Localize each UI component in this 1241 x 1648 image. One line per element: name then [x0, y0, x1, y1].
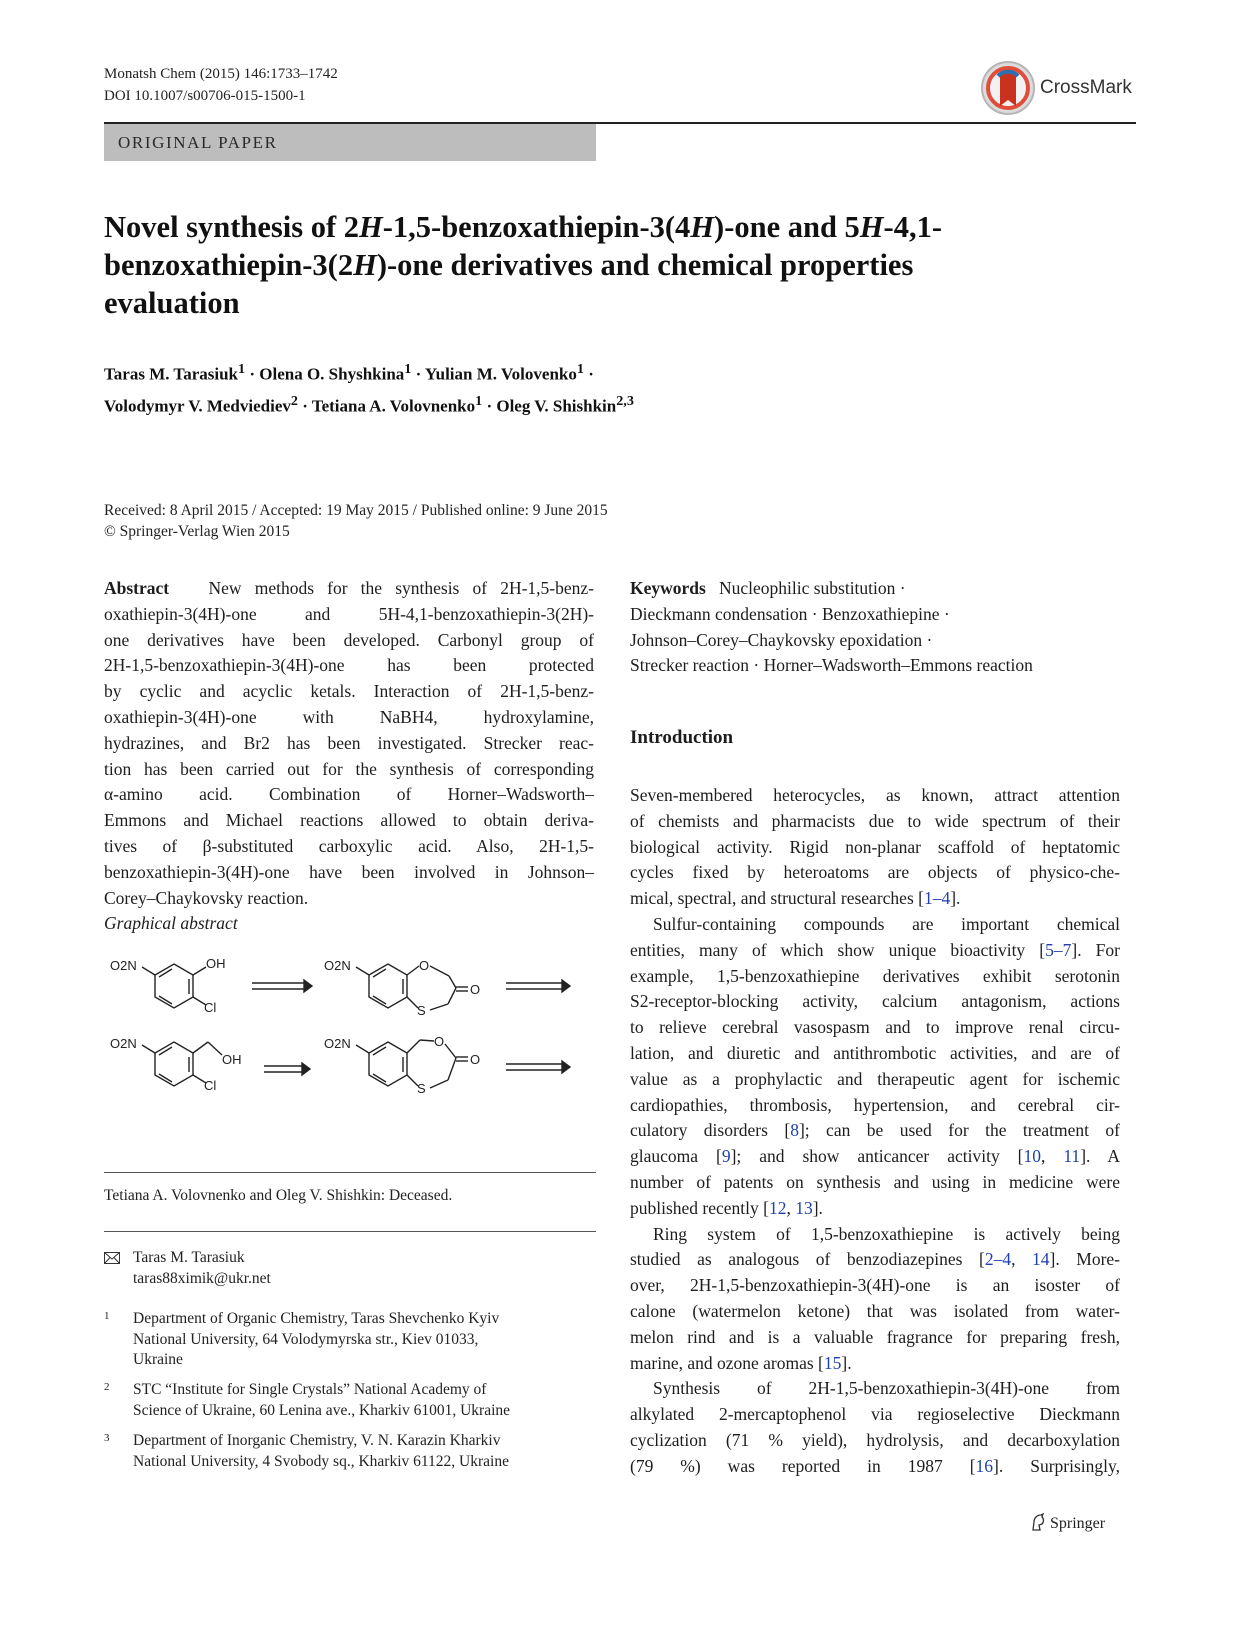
affiliation-3: 3 Department of Inorganic Chemistry, V. N. Karazin Kharkiv National University, 4 Svobody sq., Kharkiv 61122, Ukraine [104, 1432, 509, 1470]
author-name[interactable]: Tetiana A. Volovnenko [311, 396, 476, 416]
corresponding-email[interactable]: taras88ximik@ukr.net [133, 1269, 271, 1287]
chloro-label: Cl [204, 1000, 217, 1015]
citation-link[interactable]: 12 [768, 1197, 787, 1218]
citation-link[interactable]: 13 [795, 1197, 813, 1218]
deceased-note: Tetiana A. Volovnenko and Oleg V. Shishkin: Deceased. [104, 1187, 453, 1204]
affiliation-2: 2 STC “Institute for Single Crystals” National Academy of Science of Ukraine, 60 Lenina ave., Kharkiv 61001, Ukraine [104, 1381, 511, 1419]
springer-horse-icon [1030, 1513, 1046, 1531]
author-name[interactable]: Oleg V. Shishkin [496, 396, 617, 416]
footnote-divider [104, 1231, 596, 1232]
citation-link[interactable]: 9 [721, 1146, 731, 1167]
author-name[interactable]: Olena O. Shyshkina [259, 364, 405, 384]
corresponding-name: Taras M. Tarasiuk [133, 1249, 245, 1266]
author-list: Taras M. Tarasiuk$^1$ · Olena O. Shyshkina$^1$ · Yulian M. Volovenko$^1$ · Volodymyr V. Medviediev$^2$ · Tetiana A. Volovnenko$^1$ · Oleg V. Shishkin$^{2,3}$ [104, 361, 634, 416]
intro-paragraph-4: Synthesis of 2H-1,5-benzoxathiepin-3(4H)-one from alkylated 2-mercaptophenol via regioselective Dieckmann cyclization (71 % yield), hydrolysis, and decarboxylation (79 %) was reported in 1987 [16]. Surprisingly, [630, 1378, 1120, 1476]
abstract-column [104, 576, 594, 937]
citation-link[interactable]: 14 [1032, 1249, 1050, 1270]
intro-paragraph-1: Seven-membered heterocycles, as known, attract attention of chemists and pharmacists due to wide spectrum of their biological activity. Rigid non-planar scaffold of heptatomic cycles fixed by heteroatoms are objects of physico-che- mical, spectral, and structural researches [1–4]. [630, 784, 1120, 909]
keywords: Keywords Nucleophilic substitution · Dieckmann condensation · Benzoxathiepine · Johnson–Corey–Chaykovsky epoxidation · Strecker reaction · Horner–Wadsworth–Emmons reaction [630, 578, 1033, 676]
nitro-group-label: O2N [110, 958, 137, 973]
ring-oxygen-label: O [434, 1034, 445, 1049]
chloro-label: Cl [204, 1078, 217, 1093]
crossmark-label: CrossMark [1040, 77, 1132, 98]
publication-dates [104, 500, 804, 542]
intro-paragraph-2: Sulfur-containing compounds are important chemical entities, many of which show unique bioactivity [5–7]. For example, 1,5-benzoxathiepine derivatives exhibit serotonin S2-receptor-blocking activity, calcium antagonism, actions to relieve cerebral vasospasm and to improve renal circu- lation, and diuretic and antithrombotic activities, and are of value as a prophylactic and therapeutic agent for ischemic cardiopathies, thrombosis, hypertension, and cerebral cir- culatory disorders [8]; can be used for the treatment of glaucoma [9]; and show anticancer activity [10, 11]. A number of patents on synthesis and using in medicine were published recently [12, 13]. [630, 913, 1121, 1218]
journal-citation: Monatsh Chem (2015) 146:1733–1742 [104, 66, 338, 82]
publisher-name: Springer [1050, 1515, 1106, 1532]
publisher-footer [1030, 1513, 1105, 1533]
corresponding-author [104, 1248, 596, 1289]
copyright-line: © Springer-Verlag Wien 2015 [104, 523, 290, 540]
nitro-group-label: O2N [324, 1036, 351, 1051]
author-name[interactable]: Taras M. Tarasiuk [104, 364, 238, 384]
keywords-heading: Keywords [630, 578, 706, 598]
section-label: ORIGINAL PAPER [118, 133, 278, 152]
nitro-group-label: O2N [110, 1036, 137, 1051]
graphical-abstract-label: Graphical abstract [104, 913, 238, 934]
ring-sulfur-label: S [417, 1003, 426, 1018]
paper-title: Novel synthesis of 2H-1,5-benzoxathiepin-3(4H)-one and 5H-4,1- benzoxathiepin-3(2H)-one derivatives and chemical properties evaluation [104, 210, 942, 320]
ring-sulfur-label: S [417, 1081, 426, 1096]
author-name[interactable]: Volodymyr V. Medviediev [104, 396, 291, 416]
crossmark-badge[interactable] [980, 60, 1130, 116]
graphical-abstract-scheme [104, 956, 596, 1134]
abstract-heading: Abstract [104, 578, 170, 598]
carbonyl-oxygen-label: O [470, 1052, 481, 1067]
ring-oxygen-label: O [419, 958, 430, 973]
history-line: Received: 8 April 2015 / Accepted: 19 May 2015 / Published online: 9 June 2015 [104, 502, 608, 519]
right-column [630, 576, 1120, 1480]
doi[interactable]: DOI 10.1007/s00706-015-1500-1 [104, 88, 306, 104]
citation-link[interactable]: 11 [1063, 1146, 1081, 1167]
citation-link[interactable]: 15 [823, 1352, 842, 1373]
hydroxyl-label: OH [206, 956, 226, 971]
nitro-group-label: O2N [324, 958, 351, 973]
citation-link[interactable]: 2–4 [984, 1249, 1012, 1270]
abstract: Abstract New methods for the synthesis of 2H-1,5-benz- oxathiepin-3(4H)-one and 5H-4,1-benzoxathiepin-3(2H)- one derivatives have been developed. Carbonyl group of 2H-1,5-benzoxathiepin-3(4H)-one has been protected by cyclic and acyclic ketals. Interaction of 2H-1,5-benz- oxathiepin-3(4H)-one with NaBH4, hydroxylamine, hydrazines, and Br2 has been investigated. Strecker reac- tion has been carried out for the synthesis of corresponding α-amino acid. Combination of Horner–Wadsworth– Emmons and Michael reactions allowed to obtain deriva- tives of β-substituted carboxylic acid. Also, 2H-1,5- benzoxathiepin-3(4H)-one have been involved in Johnson– Corey–Chaykovsky reaction. Graphical abstract [104, 576, 594, 937]
crossmark-icon [980, 60, 1036, 116]
intro-paragraph-3: Ring system of 1,5-benzoxathiepine is actively being studied as analogous of benzodiazepines [2–4, 14]. More- over, 2H-1,5-benzoxathiepin-3(4H)-one is an isoster of calone (watermelon ketone) that was isolated from water- melon rind and is a valuable fragrance for preparing fresh, marine, and ozone aromas [15]. [630, 1223, 1120, 1373]
citation-link[interactable]: 10 [1023, 1146, 1041, 1167]
hydroxyl-label: OH [222, 1052, 242, 1067]
citation-link[interactable]: 16 [975, 1455, 994, 1476]
carbonyl-oxygen-label: O [470, 982, 481, 997]
reaction-scheme-figure [104, 956, 596, 1134]
citation-link[interactable]: 8 [790, 1120, 799, 1141]
citation-link[interactable]: 1–4 [923, 888, 951, 909]
affiliation-1: 1 Department of Organic Chemistry, Taras Shevchenko Kyiv National University, 64 Volodymyrska str., Kiev 01033, Ukraine [104, 1310, 500, 1368]
envelope-icon [104, 1252, 120, 1264]
footnote-divider [104, 1172, 596, 1173]
author-name[interactable]: Yulian M. Volovenko [424, 364, 577, 384]
citation-link[interactable]: 5–7 [1045, 939, 1072, 960]
introduction-heading: Introduction [630, 727, 734, 749]
section-banner [104, 124, 596, 161]
